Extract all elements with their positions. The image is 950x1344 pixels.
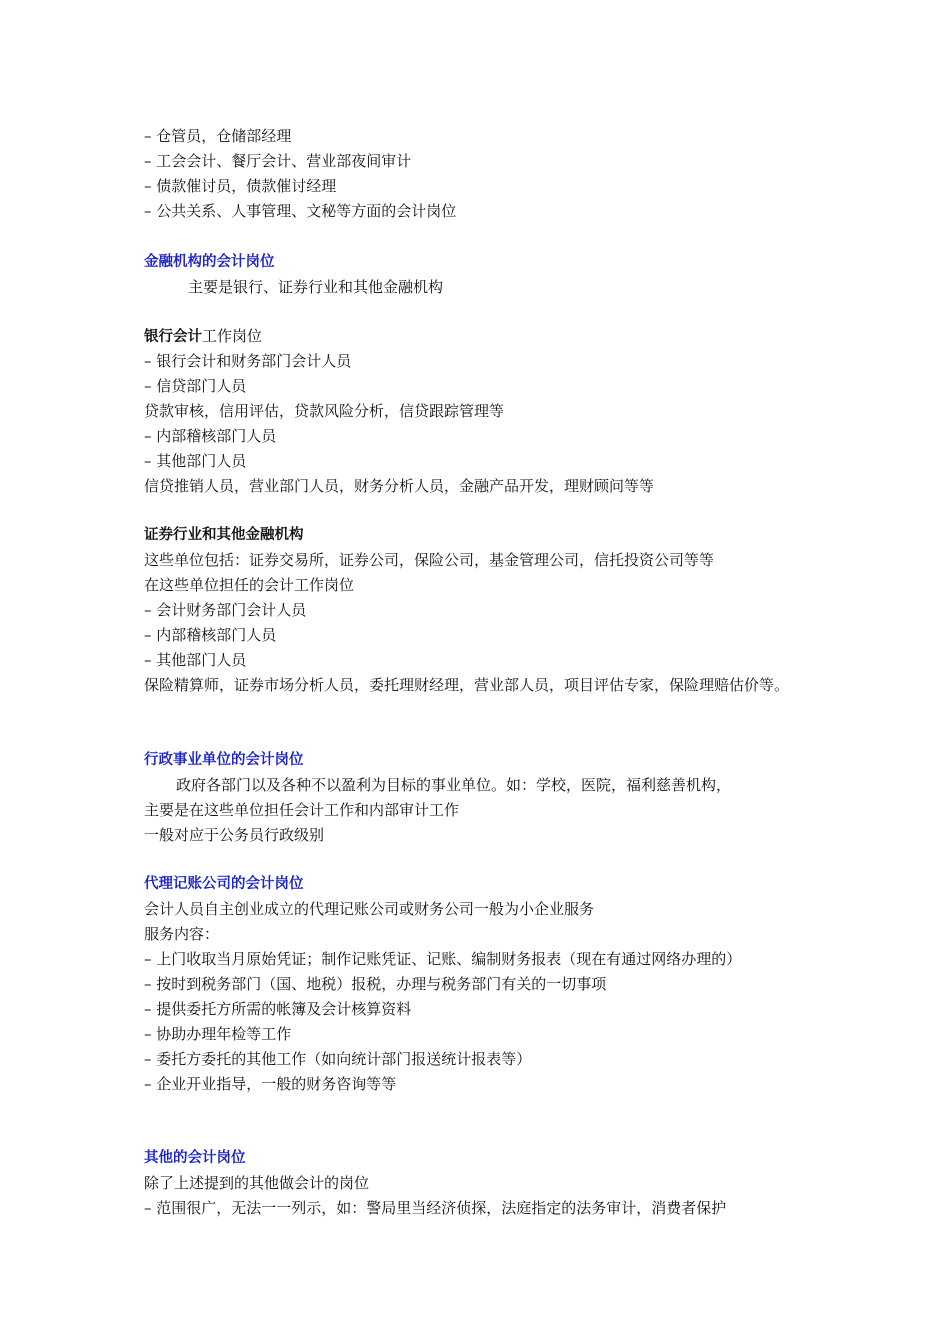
list-item: – 其他部门人员 [144,651,247,669]
list-item: – 企业开业指导，一般的财务咨询等等 [144,1075,397,1093]
list-item: – 债款催讨员，债款催讨经理 [144,177,337,195]
section-heading: 金融机构的会计岗位 [144,254,275,270]
list-item: 除了上述提到的其他做会计的岗位 [144,1174,370,1192]
list-item: 一般对应于公务员行政级别 [144,826,325,844]
section-intro: 政府各部门以及各种不以盈利为目标的事业单位。如：学校，医院，福利慈善机构， [176,776,732,794]
list-item: 会计人员自主创业成立的代理记账公司或财务公司一般为小企业服务 [144,900,595,918]
list-item: – 公共关系、人事管理、文秘等方面的会计岗位 [144,202,457,220]
list-item: – 仓管员，仓储部经理 [144,127,292,145]
bank-section [144,324,814,499]
list-item: – 会计财务部门会计人员 [144,601,307,619]
list-item: – 委托方委托的其他工作（如向统计部门报送统计报表等） [144,1050,532,1068]
wrapped-paragraph: – 上门收取当月原始凭证；制作记账凭证、记账、编制财务报表（现在有通过网络办理的） [144,950,742,968]
admin-section [144,748,814,848]
top-list [144,124,814,224]
section-intro: 主要是银行、证券行业和其他金融机构 [188,278,444,296]
list-item: 主要是在这些单位担任会计工作和内部审计工作 [144,801,460,819]
section-heading: 其他的会计岗位 [144,1150,246,1166]
section-heading: 行政事业单位的会计岗位 [144,752,304,768]
list-item: 贷款审核，信用评估，贷款风险分析，信贷跟踪管理等 [144,402,505,420]
subsection-title [144,324,814,349]
subsection-title-bold: 银行会计 [144,329,202,345]
wrapped-paragraph: 保险精算师，证券市场分析人员，委托理财经理，营业部人员，项目评估专家，保险理赔估价等。 [144,676,790,694]
list-item: – 内部稽核部门人员 [144,427,277,445]
list-item: 这些单位包括：证券交易所，证券公司，保险公司，基金管理公司，信托投资公司等等 [144,551,715,569]
list-item: – 银行会计和财务部门会计人员 [144,352,352,370]
securities-section [144,523,814,698]
agency-section [144,872,814,1097]
list-item: 在这些单位担任的会计工作岗位 [144,576,355,594]
list-item: – 协助办理年检等工作 [144,1025,292,1043]
subsection-title-rest: 工作岗位 [202,327,263,345]
list-item: – 工会会计、餐厅会计、营业部夜间审计 [144,152,412,170]
list-item: – 其他部门人员 [144,452,247,470]
list-item: – 按时到税务部门（国、地税）报税，办理与税务部门有关的一切事项 [144,975,607,993]
subsection-title: 证券行业和其他金融机构 [144,527,304,543]
list-item: – 范围很广，无法一一列示，如：警局里当经济侦探，法庭指定的法务审计，消费者保护 [144,1199,727,1217]
finance-section [144,250,814,300]
list-item: – 信贷部门人员 [144,377,247,395]
list-item: – 内部稽核部门人员 [144,626,277,644]
list-item: 服务内容： [144,925,220,943]
other-section [144,1146,814,1221]
list-item: 信贷推销人员，营业部门人员，财务分析人员，金融产品开发，理财顾问等等 [144,477,655,495]
section-heading: 代理记账公司的会计岗位 [144,876,304,892]
list-item: – 提供委托方所需的帐簿及会计核算资料 [144,1000,412,1018]
